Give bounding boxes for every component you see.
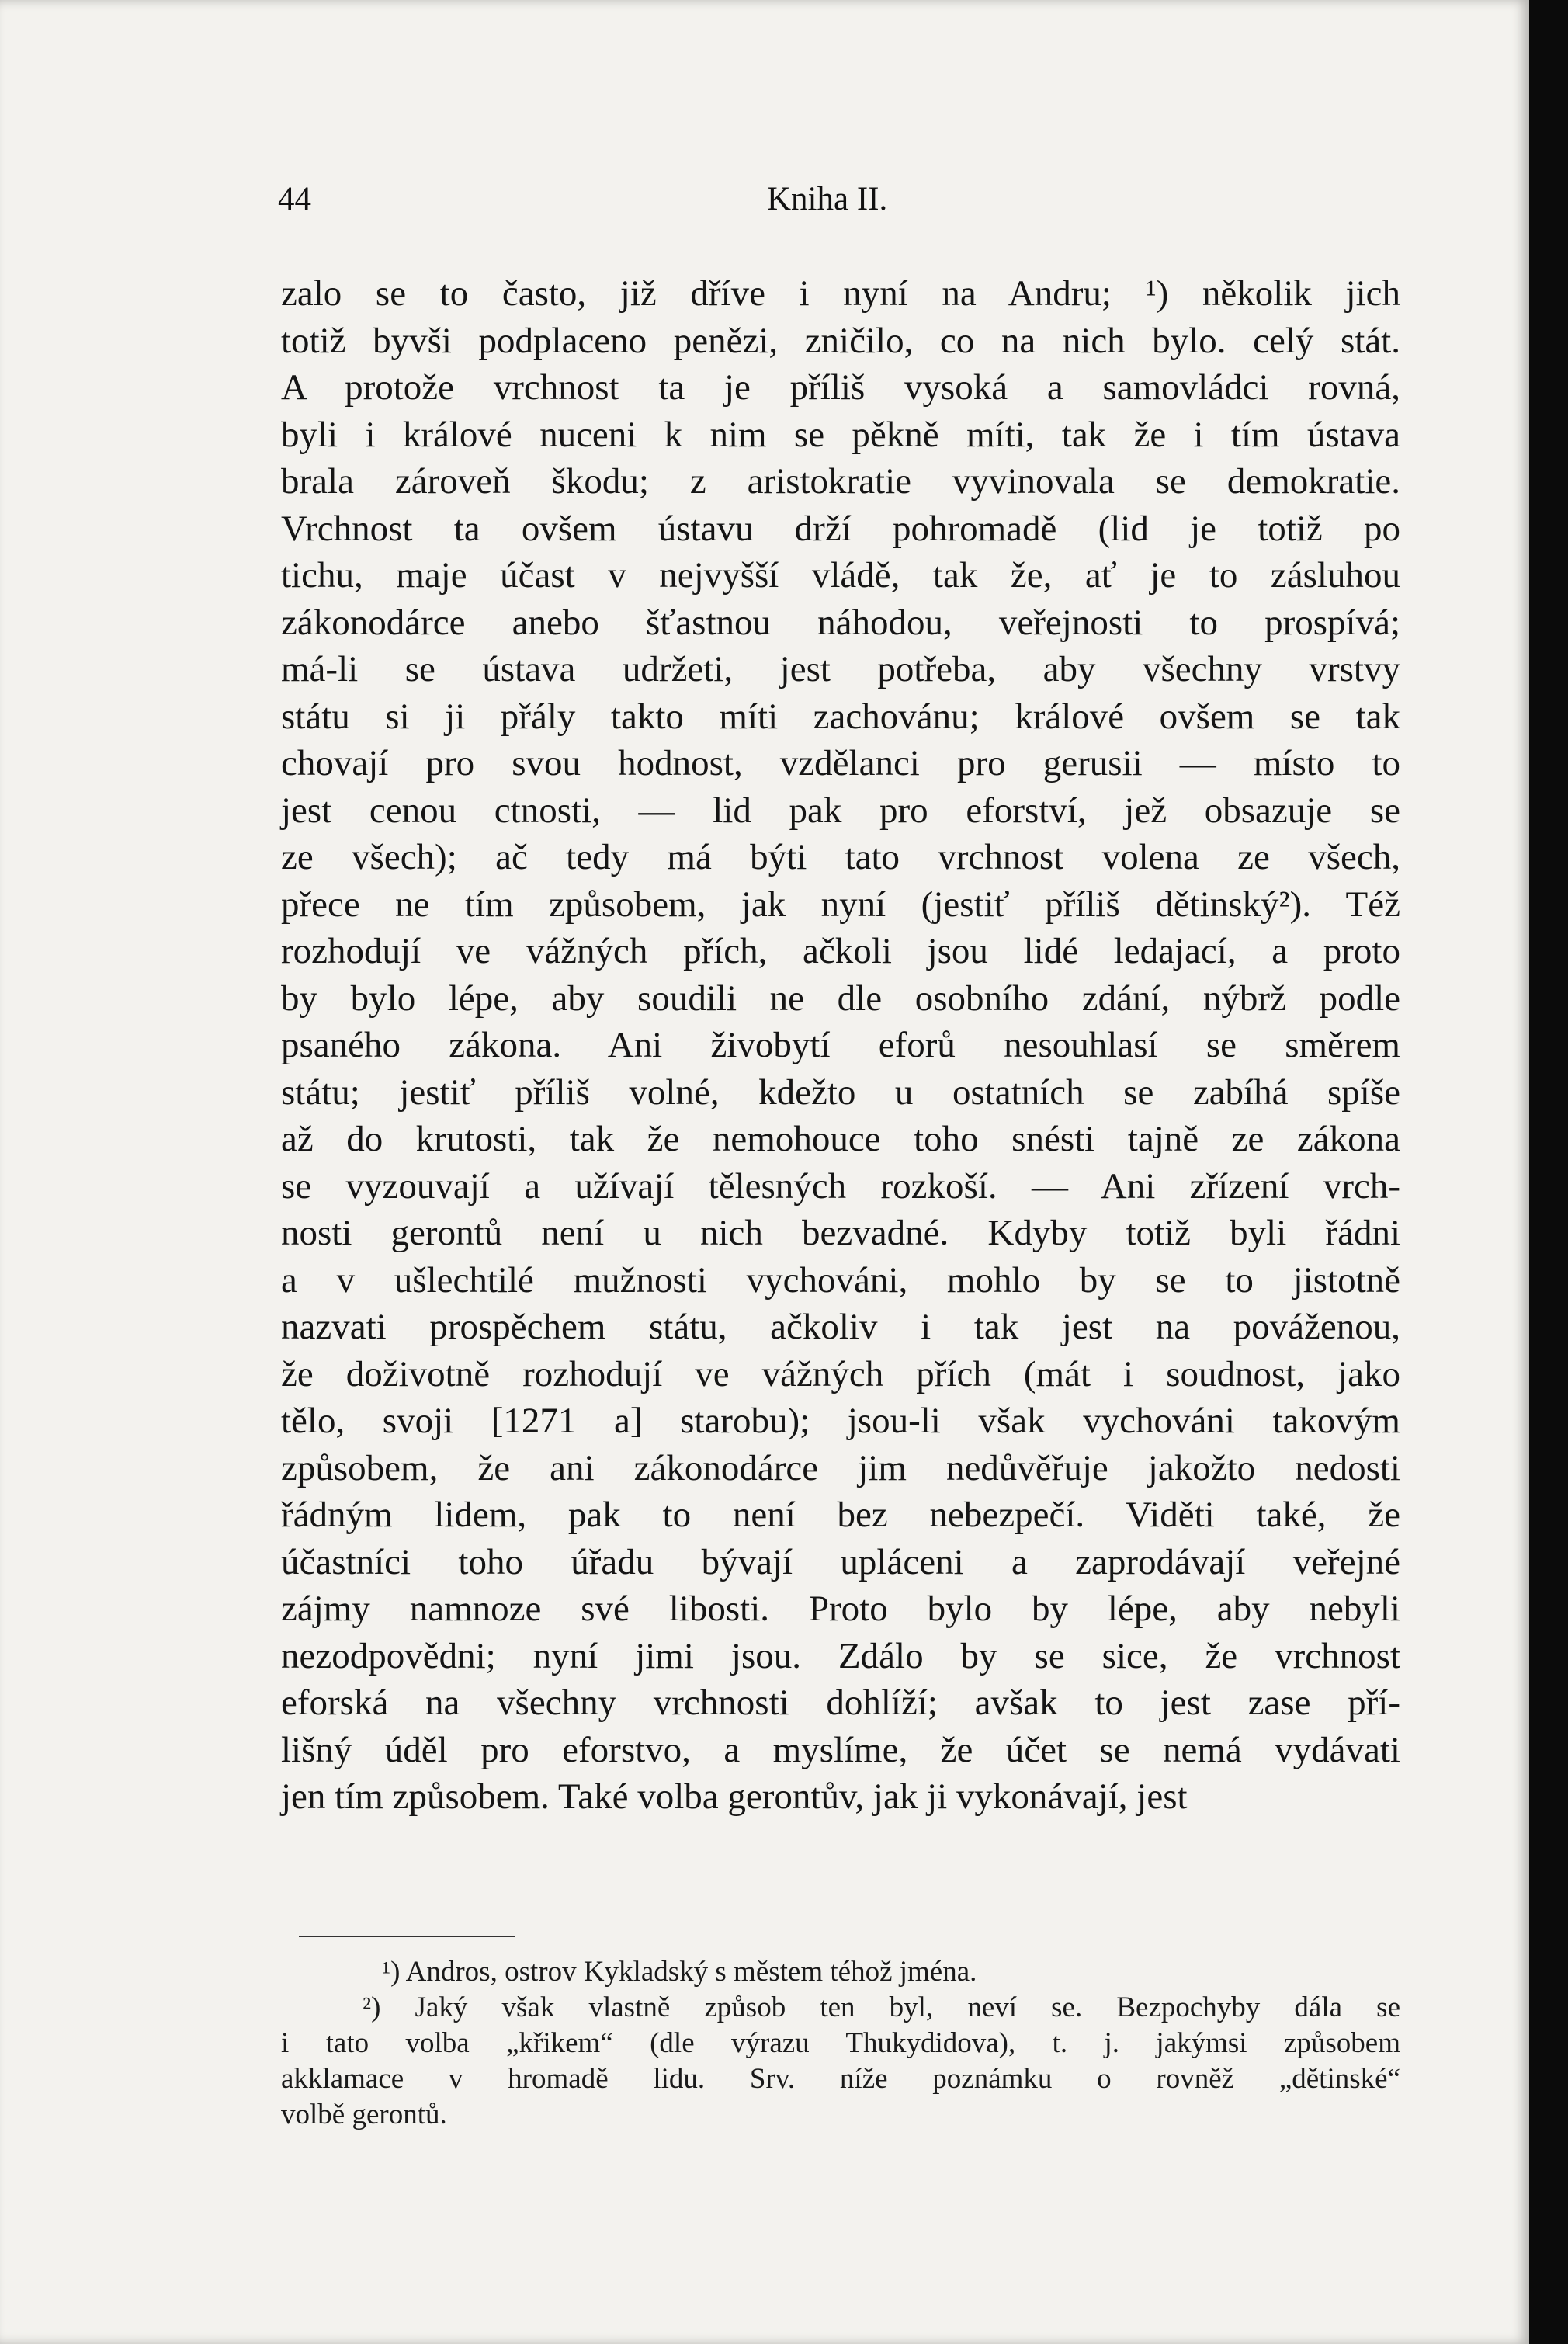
text-line: státu si ji přály takto míti zachovánu; králové ovšem se tak: [281, 696, 1400, 737]
text-line: státu; jestiť příliš volné, kdežto u ostatních se zabíhá spíše: [281, 1071, 1400, 1113]
text-line: A protože vrchnost ta je příliš vysoká a samovládci rovná,: [281, 367, 1400, 408]
text-line: zalo se to často, již dříve i nyní na Andru; ¹) několik jich: [281, 273, 1400, 314]
text-line: nosti gerontů není u nich bezvadné. Kdyby totiž byli řádni: [281, 1213, 1400, 1253]
text-line: Vrchnost ta ovšem ústavu drží pohromadě (lid je totiž po: [281, 508, 1400, 549]
body-text: [281, 270, 1400, 1821]
text-line: byli i králové nuceni k nim se pěkně míti, tak že i tím ústava: [281, 414, 1400, 455]
text-line: má-li se ústava udržeti, jest potřeba, aby všechny vrstvy: [281, 649, 1400, 689]
text-line: jest cenou ctnosti, — lid pak pro eforství, jež obsazuje se: [281, 790, 1400, 831]
footnote-2-line: akklamace v hromadě lidu. Srv. níže poznámku o rovněž „dětinské“: [281, 2063, 1400, 2095]
text-line: lišný úděl pro eforstvo, a myslíme, že účet se nemá vydávati: [281, 1729, 1400, 1770]
text-line: jen tím způsobem. Také volba gerontův, jak ji vykonávají, jest: [281, 1776, 1188, 1817]
footnote-rule: [299, 1936, 515, 1937]
page-number: 44: [278, 181, 311, 217]
text-line: by bylo lépe, aby soudili ne dle osobního zdání, nýbrž podle: [281, 978, 1400, 1019]
text-line: eforská na všechny vrchnosti dohlíží; avšak to jest zase pří-: [281, 1682, 1400, 1723]
text-line: totiž byvši podplaceno penězi, zničilo, co na nich bylo. celý stát.: [281, 320, 1400, 361]
text-line: nazvati prospěchem státu, ačkoliv i tak jest na pováženou,: [281, 1307, 1400, 1347]
text-line: a v ušlechtilé mužnosti vychováni, mohlo by se to jistotně: [281, 1259, 1400, 1300]
text-line: chovají pro svou hodnost, vzdělanci pro gerusii — místo to: [281, 743, 1400, 783]
text-line: účastníci toho úřadu bývají upláceni a zaprodávají veřejné: [281, 1541, 1400, 1582]
text-line: řádným lidem, pak to není bez nebezpečí. Viděti také, že: [281, 1495, 1400, 1535]
text-line: že doživotně rozhodují ve vážných přích (mát i soudnost, jako: [281, 1353, 1400, 1394]
text-line: psaného zákona. Ani živobytí eforů nesouhlasí se směrem: [281, 1025, 1400, 1065]
footnote-2-line: volbě gerontů.: [281, 2099, 447, 2130]
footnote-1: ¹) Andros, ostrov Kykladský s městem téhož jména.: [382, 1956, 977, 1988]
text-line: zákonodárce anebo šťastnou náhodou, veřejnosti to prospívá;: [281, 602, 1400, 643]
footnote-2-line: i tato volba „křikem“ (dle výrazu Thukydidova), t. j. jakýmsi způsobem: [281, 2027, 1400, 2059]
text-line: brala zároveň škodu; z aristokratie vyvinovala se demokratie.: [281, 461, 1400, 502]
text-line: rozhodují ve vážných přích, ačkoli jsou lidé ledajací, a proto: [281, 931, 1400, 971]
page-header: [278, 180, 1403, 227]
running-head: Kniha II.: [767, 181, 888, 217]
footnote-2-line: ²) Jaký však vlastně způsob ten byl, neví se. Bezpochyby dála se: [363, 1992, 1400, 2023]
text-line: tělo, svoji [1271 a] starobu); jsou-li však vychováni takovým: [281, 1401, 1400, 1441]
text-line: ze všech); ač tedy má býti tato vrchnost volena ze všech,: [281, 837, 1400, 877]
text-line: způsobem, že ani zákonodárce jim nedůvěřuje jakožto nedosti: [281, 1447, 1400, 1488]
text-line: zájmy namnoze své libosti. Proto bylo by lépe, aby nebyli: [281, 1589, 1400, 1629]
text-line: přece ne tím způsobem, jak nyní (jestiť příliš dětinský²). Též: [281, 884, 1400, 925]
scan-edge: [1529, 0, 1568, 2344]
text-line: až do krutosti, tak že nemohouce toho snésti tajně ze zákona: [281, 1119, 1400, 1159]
text-line: tichu, maje účast v nejvyšší vládě, tak že, ať je to zásluhou: [281, 555, 1400, 596]
text-line: se vyzouvají a užívají tělesných rozkoší. — Ani zřízení vrch-: [281, 1165, 1400, 1207]
footnotes: [281, 1954, 1400, 2133]
text-line: nezodpovědni; nyní jimi jsou. Zdálo by se sice, že vrchnost: [281, 1635, 1400, 1676]
